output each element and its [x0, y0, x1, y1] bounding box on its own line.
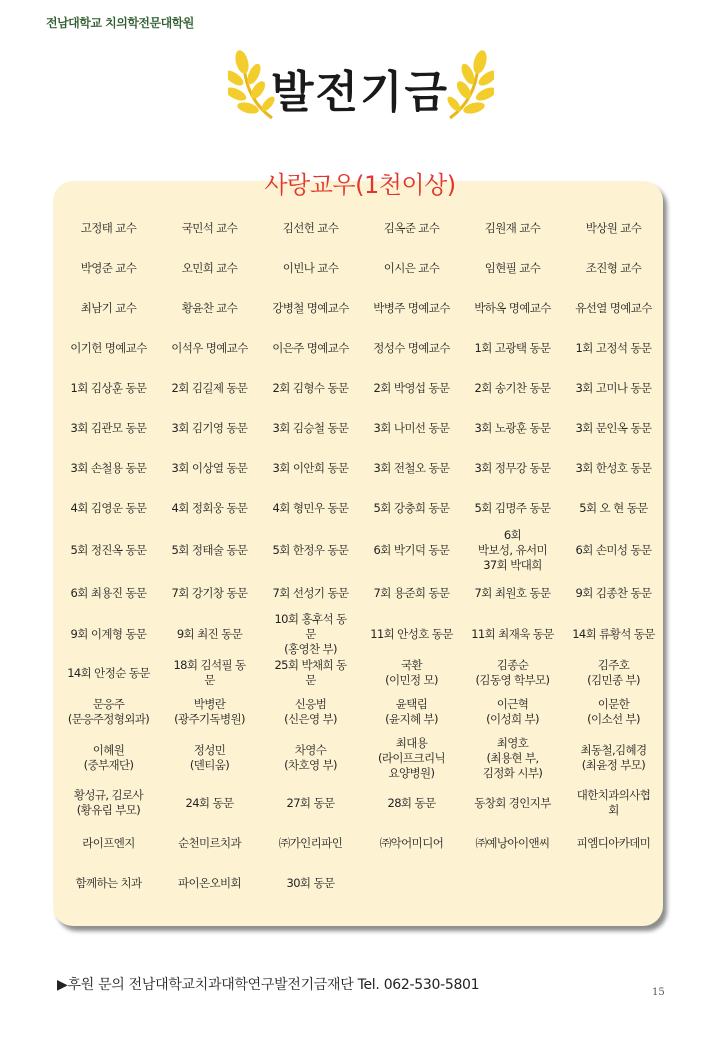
donor-entry: ㈜가인리파인: [278, 835, 343, 850]
donor-entry: 강병철 명예교수: [272, 300, 349, 315]
donor-entry: 박병주 명예교수: [373, 300, 450, 315]
donor-entry: 3회 고미나 동문: [575, 380, 652, 395]
section-title: 사랑교우(1천이상): [264, 171, 456, 199]
donor-entry: 3회 정무강 동문: [474, 460, 551, 475]
donor-entry: 3회 손철용 동문: [70, 460, 147, 475]
donor-entry: ㈜예낭아이앤씨: [475, 835, 550, 850]
donor-entry: 2회 김형수 동문: [272, 380, 349, 395]
donor-entry: 2회 송기찬 동문: [474, 380, 551, 395]
donor-entry: 라이프엔지: [82, 835, 135, 850]
donor-entry: 동창회 경인지부: [474, 795, 551, 810]
donor-entry: 7회 선성기 동문: [272, 585, 349, 600]
donor-entry: 이은주 명예교수: [272, 340, 349, 355]
donor-entry: 3회 김관모 동문: [70, 420, 147, 435]
donor-entry: 14회 안정순 동문: [67, 665, 150, 680]
donor-entry: 5회 오 현 동문: [579, 500, 648, 515]
donor-entry: 김옥준 교수: [383, 220, 440, 235]
donor-entry: 14회 류황석 동문: [572, 626, 655, 641]
donor-entry: 1회 김상훈 동문: [70, 380, 147, 395]
donor-entry: 9회 김종찬 동문: [575, 585, 652, 600]
donor-entry: 1회 고광택 동문: [474, 340, 551, 355]
donor-entry: 피엠디아카데미: [576, 835, 651, 850]
donor-entry: 6회 손미성 동문: [575, 543, 652, 557]
donor-entry: ㈜악어미디어: [379, 835, 444, 850]
donor-entry: 10회 홍후석 동 문 (홍영찬 부): [274, 611, 347, 656]
donor-entry: 5회 김명주 동문: [474, 500, 551, 515]
donor-entry: 김주호 (김민종 부): [587, 658, 640, 687]
donor-entry: 28회 동문: [387, 795, 436, 810]
donor-entry: 김선헌 교수: [282, 220, 339, 235]
donor-entry: 정성민 (덴티움): [189, 743, 230, 772]
donor-entry: 11회 최재욱 동문: [471, 626, 554, 641]
donor-entry: 1회 고정석 동문: [575, 340, 652, 355]
donor-entry: 7회 최원호 동문: [474, 585, 551, 600]
donor-entry: 박상원 교수: [585, 220, 642, 235]
donor-entry: 최동철,김혜경 (최윤정 부모): [580, 743, 647, 772]
page-number: 15: [652, 987, 665, 998]
donor-entry: 6회 최용진 동문: [70, 585, 147, 600]
donor-entry: 신응범 (신은영 부): [284, 697, 337, 726]
donor-entry: 3회 김기영 동문: [171, 420, 248, 435]
donor-entry: 김원재 교수: [484, 220, 541, 235]
donor-entry: 고정태 교수: [80, 220, 137, 235]
donor-entry: 3회 이안희 동문: [272, 460, 349, 475]
donor-entry: 6회 박보성, 유서미 37회 박대희: [477, 528, 548, 572]
donor-entry: 황성규, 김로사 (황유림 부모): [73, 788, 144, 817]
title-banner: [0, 48, 720, 128]
donor-entry: 4회 정회웅 동문: [171, 500, 248, 515]
donor-entry: 이기헌 명예교수: [70, 340, 147, 355]
donor-entry: 25회 박채희 동 문: [274, 658, 347, 687]
donor-entry: 파이온오비회: [177, 875, 242, 890]
donor-entry: 18회 김석필 동 문: [173, 658, 246, 687]
donor-entry: 순천미르치과: [177, 835, 242, 850]
donor-entry: 3회 나미선 동문: [373, 420, 450, 435]
donor-entry: 차영수 (차호영 부): [284, 743, 337, 772]
donor-entry: 국환 (이민정 모): [385, 658, 438, 687]
page-title: 발전기금: [270, 67, 449, 118]
donor-entry: 2회 김길제 동문: [171, 380, 248, 395]
donor-entry: 5회 정진옥 동문: [70, 543, 147, 557]
donor-entry: 황윤찬 교수: [181, 300, 238, 315]
school-name: 전남대학교 치의학전문대학원: [46, 16, 194, 30]
donor-entry: 24회 동문: [185, 795, 234, 810]
donor-entry: 유선열 명예교수: [575, 300, 652, 315]
donor-entry: 이석우 명예교수: [171, 340, 248, 355]
donor-entry: 오민희 교수: [181, 260, 238, 275]
donor-entry: 최영호 (최용현 부, 김정화 시부): [482, 735, 543, 780]
laurel-right-icon: [430, 48, 494, 120]
donor-entry: 정성수 명예교수: [373, 340, 450, 355]
donor-entry: 국민석 교수: [181, 220, 238, 235]
donor-entry: 27회 동문: [286, 795, 335, 810]
donor-entry: 3회 전철오 동문: [373, 460, 450, 475]
donor-entry: 9회 이계형 동문: [70, 626, 147, 641]
donor-entry: 3회 이상열 동문: [171, 460, 248, 475]
donor-entry: 9회 최진 동문: [176, 626, 243, 641]
donor-entry: 이혜원 (중부재단): [83, 743, 134, 772]
donor-entry: 이문한 (이소선 부): [587, 697, 640, 726]
donor-entry: 5회 강충희 동문: [373, 500, 450, 515]
donor-entry: 조진형 교수: [585, 260, 642, 275]
donor-entry: 3회 문인옥 동문: [575, 420, 652, 435]
donor-entry: 최대용 (라이프크리닉 요양병원): [378, 735, 445, 780]
contact-info: ▶후원 문의 전남대학교치과대학연구발전기금재단 Tel. 062-530-5801: [57, 977, 480, 993]
donor-entry: 7회 용준희 동문: [373, 585, 450, 600]
donor-entry: 3회 김승철 동문: [272, 420, 349, 435]
donor-entry: 이근혁 (이성희 부): [486, 697, 539, 726]
donor-entry: 박병란 (광주기독병원): [174, 697, 245, 726]
donor-entry: 3회 한성호 동문: [575, 460, 652, 475]
donor-entry: 7회 강기창 동문: [171, 585, 248, 600]
donor-entry: 박영준 교수: [80, 260, 137, 275]
donor-entry: 윤택림 (윤지혜 부): [385, 697, 438, 726]
donor-entry: 5회 한정우 동문: [272, 543, 349, 557]
donor-entry: 최남기 교수: [80, 300, 137, 315]
donor-entry: 김종순 (김동영 학부모): [475, 658, 550, 687]
donor-entry: 5회 정태술 동문: [171, 543, 248, 557]
donor-entry: 임현필 교수: [484, 260, 541, 275]
donor-entry: 6회 박기덕 동문: [373, 543, 450, 557]
donor-entry: 30회 동문: [286, 875, 335, 890]
donor-entry: 4회 김영운 동문: [70, 500, 147, 515]
donor-entry: 대한치과의사협 회: [576, 788, 651, 817]
donor-entry: 3회 노광훈 동문: [474, 420, 551, 435]
donor-entry: 이빈나 교수: [282, 260, 339, 275]
donor-entry: 함께하는 치과: [75, 875, 142, 890]
donor-entry: 4회 형민우 동문: [272, 500, 349, 515]
donor-entry: 문응주 (문응주정형외과): [67, 697, 150, 726]
donor-entry: 11회 안성호 동문: [370, 626, 453, 641]
donor-grid: [58, 208, 664, 903]
donor-entry: 이시은 교수: [383, 260, 440, 275]
donor-entry: 박하옥 명예교수: [474, 300, 551, 315]
donor-entry: 2회 박영섭 동문: [373, 380, 450, 395]
